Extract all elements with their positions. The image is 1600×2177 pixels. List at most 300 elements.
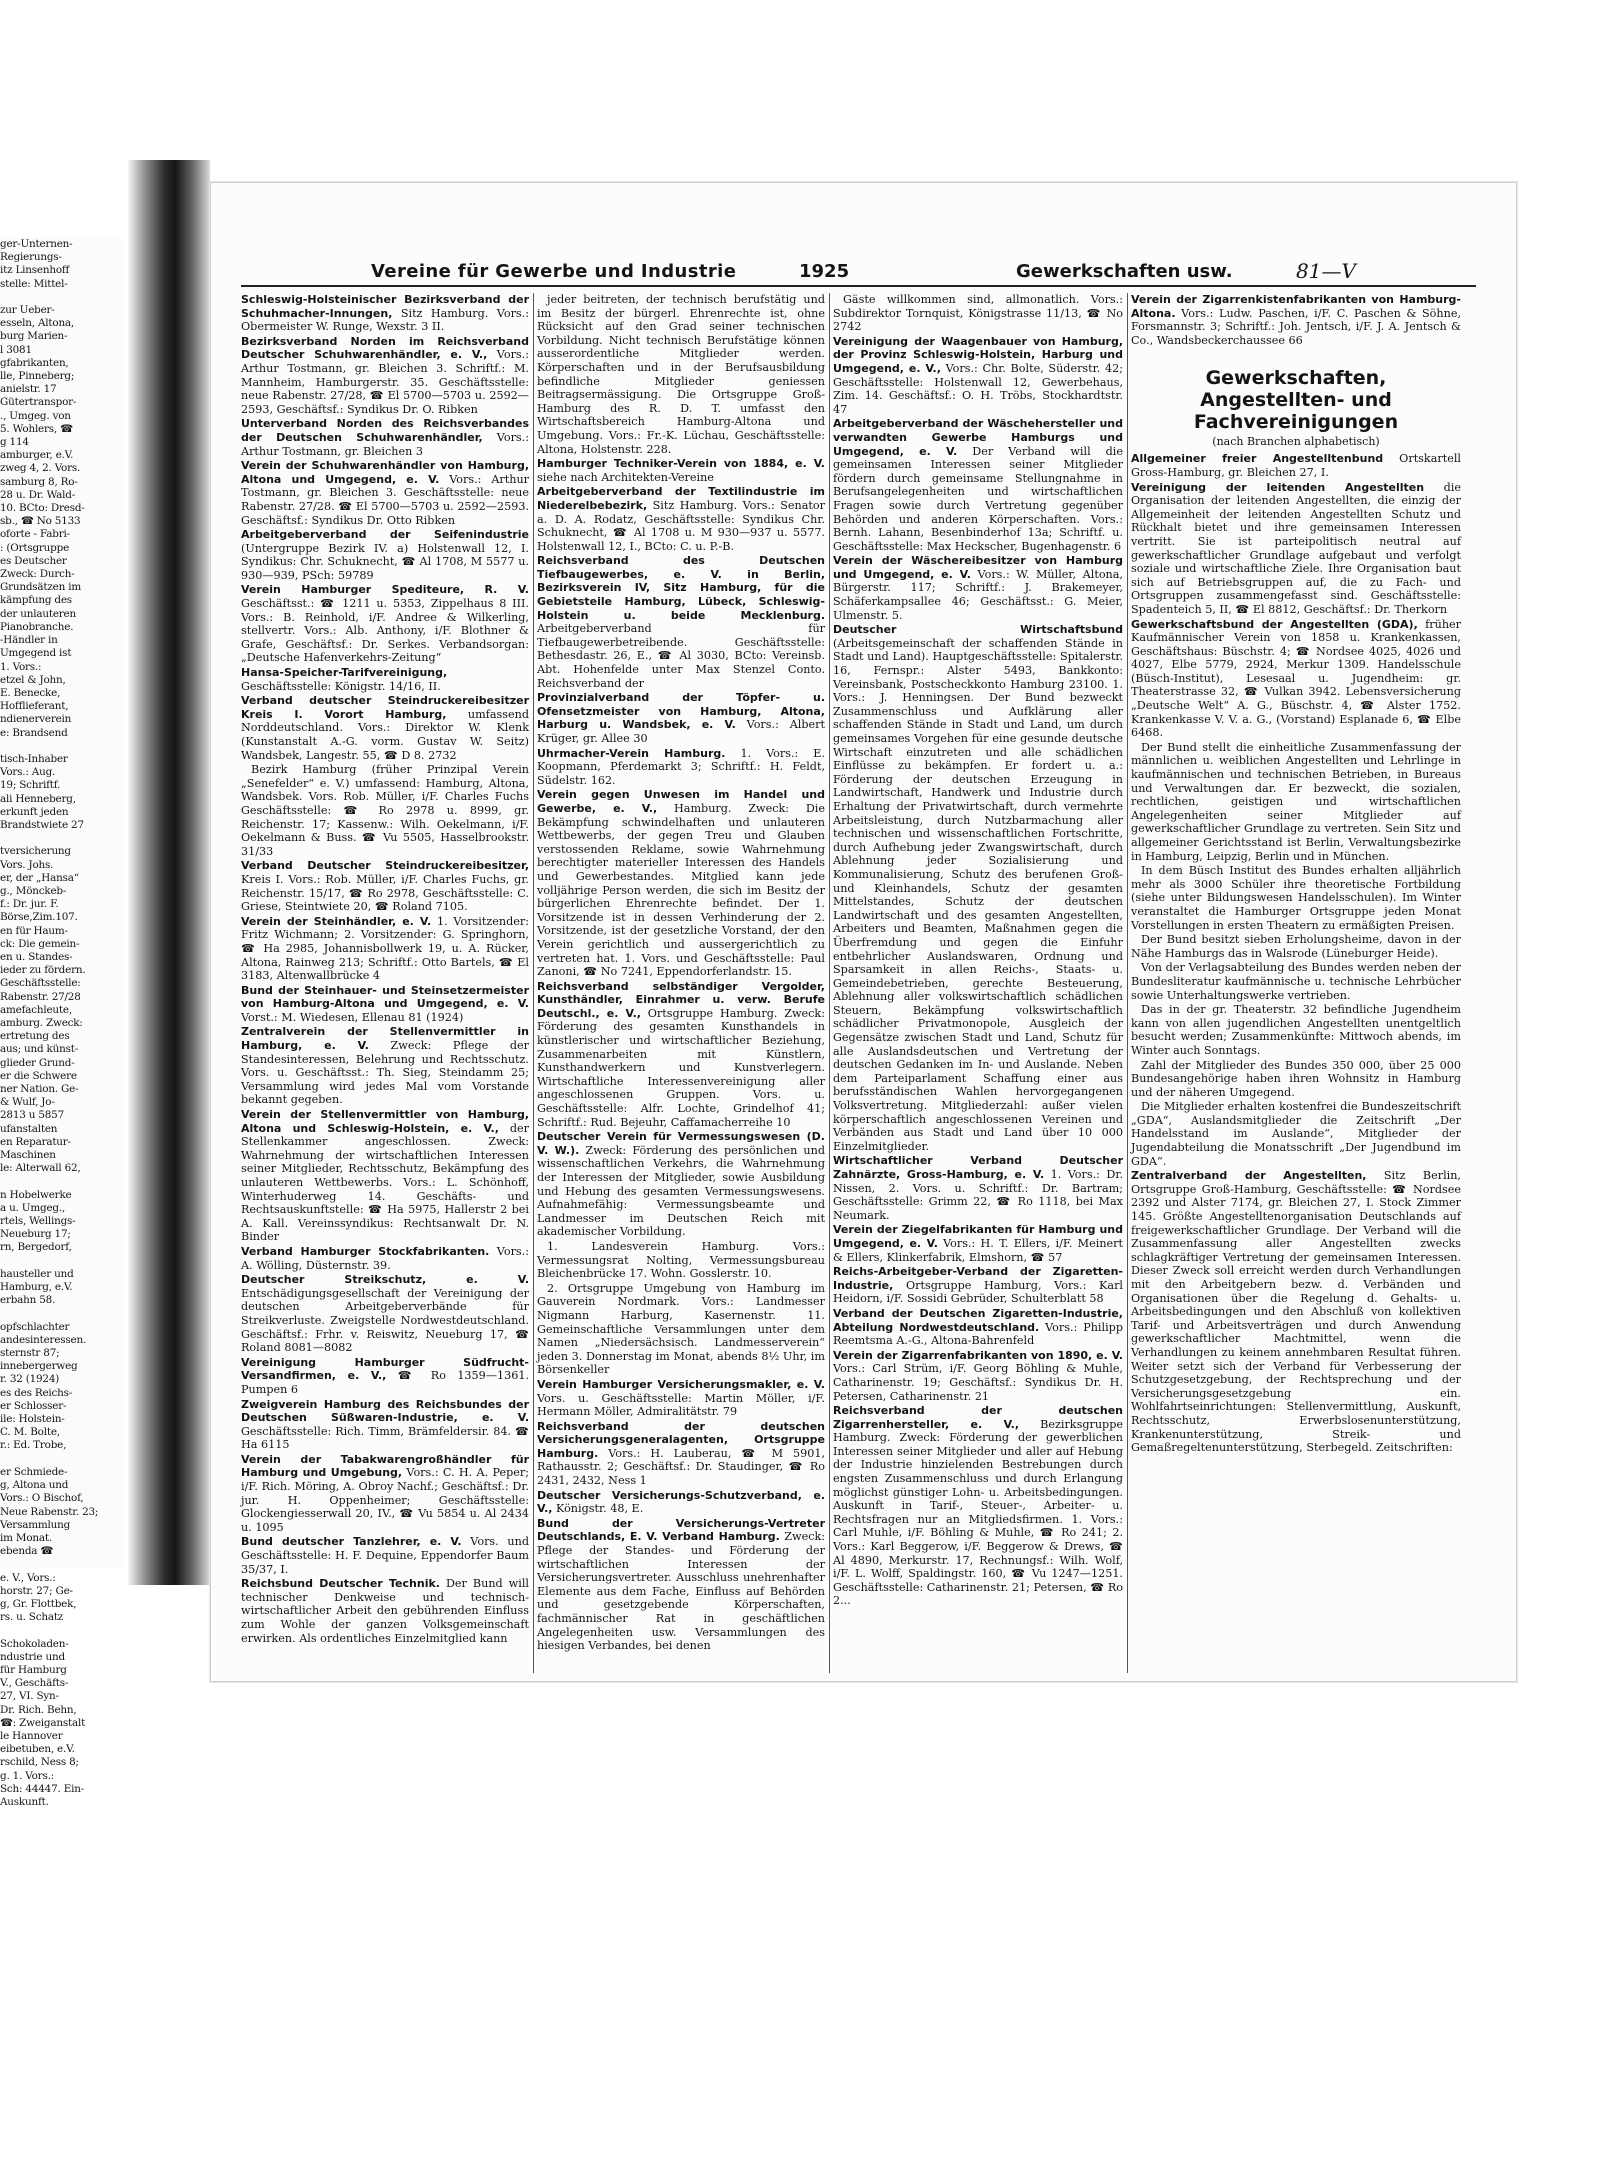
directory-entry [241, 1108, 529, 1244]
entry-text: Ortsgruppe Hamburg, Vors.: Karl Heidorn, i/F. Sossidi Gebrüder, Schulterblatt 58 [833, 1278, 1123, 1306]
fragment-line: erkunft jeden [0, 805, 69, 818]
entry-text: ☎ Ro 1359—1361. Pumpen 6 [241, 1369, 530, 1396]
fragment-line: g, Altona und [0, 1479, 69, 1492]
fragment-line: & Wulf, Jo- [0, 1096, 55, 1109]
directory-entry [833, 1349, 1123, 1403]
fragment-line: zur Ueber- [0, 304, 55, 317]
entry-name: Gewerkschaftsbund der Angestellten (GDA), [1131, 617, 1418, 631]
fragment-line: le Hannover [0, 1729, 63, 1742]
entry-name: Arbeitgeberverband der Wäschehersteller und verwandten Gewerbe Hamburgs und Umgegend, e. V. [833, 417, 1123, 458]
fragment-line: Vors.: Aug. [0, 766, 56, 779]
directory-entry [537, 691, 825, 745]
entry-text: (Arbeitsgemeinschaft der schaffenden Stände in Stadt und Land). Hauptgeschäftsstelle: Spitalerstr. 16, Fernspr.: Alster 5493, Bankkonto: Vereinsbank, Postscheckkonto Hamburg 23100. 1. Vors.: J. Henningsen. Der Bund bezweckt Zusammenschluss und Aufklärung aller schaffenden Stände in Stadt und Land, um durch gemeinsames Vorgehen für eine gesunde deutsche Wirtschaft einzutreten und alle schädlichen Einflüsse zu bekämpfen. Er fordert u. a.: Förderung der deutschen Erzeugung in Landwirtschaft, Handwerk und Industrie durch Erhaltung der Privatwirtschaft, durch vermehrte Arbeitsleistung, durch Nutzbarmachung aller technischen und wissenschaftlichen Fortschritte, durch Aufhebung jeder Zwangswirtschaft, durch Ablehnung jeder Sozialisierung und Kommunalisierung, Schutz des berufenen Groß- und Kleinhandels, Schutz der gesamten Mittelstandes, Schutz der deutschen Landwirtschaft und des gesamten Angestellten, Arbeiters und Beamten, Maßnahmen gegen die Überfremdung und gegen die Einfuhr entbehrlicher Auslandswaren, Ordnung und Sparsamkeit in allen Reichs-, Staats- u. Gemeindebetrieben, gerechte Besteuerung, Ablehnung aller volkswirtschaftlich schädlichen Steuern, Bekämpfung volkswirtschaftlich schädlicher Privatmonopole, Ausgleich der Gegensätze zwischen Stadt und Land, Schutz für alle Auslandsdeutschen und Vertretung der deutschen Gedanken im In- und Auslande. Neben dem Parteiparlament Schaffung einer aus berufsständischen Wahlen hervorgegangenen Volksvertretung. Mitgliederzahl: außer vielen körperschaftlich angeschlossenen Vereinen und Verbänden aus Stadt und Land über 10 000 Einzelmitglieder. [833, 636, 1123, 1153]
entry-name: Reichsverband selbständiger Vergolder, Kunsthändler, Einrahmer u. verw. Berufe Deutschl., e. V., [537, 979, 825, 1020]
fragment-line: er Schmiede- [0, 1465, 68, 1478]
column-divider [533, 293, 534, 1673]
directory-entry [833, 554, 1123, 622]
entry-name: Deutscher Versicherungs-Schutzverband, e. V., [537, 1488, 825, 1516]
directory-entry [537, 980, 825, 1130]
directory-entry [833, 417, 1123, 553]
entry-name: Zweigverein Hamburg des Reichsbundes der Deutschen Süßwaren-Industrie, e. V. [241, 1397, 529, 1425]
fragment-line: 5. Wohlers, ☎ [0, 422, 73, 435]
entry-name: Verein der Stellenvermittler von Hamburg, Altona und Schleswig-Holstein, e. V., [241, 1108, 529, 1135]
fragment-line: im Monat. [0, 1531, 52, 1544]
fragment-line: Sch: 44447. Ein- [0, 1782, 85, 1795]
fragment-line: ner Nation. Ge- [0, 1083, 79, 1095]
fragment-line: 27, VI. Syn- [0, 1690, 59, 1703]
entry-name: Vereinigung der leitenden Angestellten [1131, 480, 1425, 494]
entry-text: Sitz Hamburg. Vors.: Obermeister W. Runge, Wexstr. 3 II. [241, 306, 529, 334]
fragment-line: : (Ortsgruppe [0, 541, 70, 554]
fragment-line: g., Mönckeb- [0, 884, 67, 897]
entry-text: (Untergruppe Bezirk IV. a) Holstenwall 12, I. Syndikus: Chr. Schuknecht, ☎ Al 1708, M 5577 u. 930—939, PSch: 59789 [241, 541, 529, 582]
fragment-line: esseln, Altona, [0, 317, 75, 330]
directory-entry [1131, 1100, 1461, 1168]
fragment-line: r.: Ed. Trobe, [0, 1439, 67, 1452]
entry-name: Deutscher Streikschutz, e. V. [241, 1273, 529, 1287]
entry-text: Vorst.: M. Wiedesen, Ellenau 81 (1924) [241, 1010, 464, 1024]
directory-entry [537, 747, 825, 788]
entry-text: 1. Vorsitzender: Fritz Wichmann; 2. Vorsitzender: G. Springhorn, ☎ Ha 2985, Johannisbollwerk 19, u. A. Rücker, Altona, Rainweg 213; Schriftf.: Otto Bartels, ☎ El 3183, Altenwallbrücke 4 [241, 914, 529, 983]
entry-text: Vors.: Arthur Tostmann, gr. Bleichen 3. Geschäftsstelle: neue Rabenstr. 27/28. ☎ El 5700—5703 u. 2592—2593. Geschäftsf.: Syndikus Dr. Otto Ribken [241, 472, 529, 527]
directory-entry [1131, 961, 1461, 1002]
directory-entry [1131, 1169, 1461, 1454]
fragment-line: -Händler in [0, 634, 58, 647]
running-head-left: Vereine für Gewerbe und Industrie [371, 261, 737, 282]
fragment-line: en Reparatur- [0, 1135, 71, 1148]
directory-entry [537, 293, 825, 456]
directory-entry [537, 1517, 825, 1653]
entry-name: Reichsverband des Deutschen Tiefbaugewerbes, e. V. in Berlin, Bezirksverein IV, Sitz Hamburg, für die Gebietsteile Hamburg, Lübeck, Schleswig-Holstein u. beide Mecklenburg. [537, 554, 825, 622]
column-4 [1131, 293, 1461, 1663]
directory-entry [537, 1378, 825, 1419]
directory-entry [241, 1577, 529, 1645]
left-page-fragment [0, 238, 124, 1808]
directory-entry [537, 788, 825, 978]
fragment-line [0, 1624, 124, 1637]
fragment-line: 1. Vors.: [0, 660, 42, 673]
directory-entry [537, 1489, 825, 1516]
section-heading: Gewerkschaften, Angestellten- und Fachvereinigungen [1193, 367, 1399, 434]
directory-entry [241, 1273, 529, 1355]
entry-name: Verein der Wäschereibesitzer von Hamburg und Umgegend, e. V. [833, 554, 1123, 581]
directory-entry [537, 1282, 825, 1377]
header-rule [241, 285, 1476, 287]
fragment-line: l 3081 [0, 343, 32, 356]
column-3 [833, 293, 1123, 1663]
fragment-line: Dr. Rich. Behn, [0, 1703, 77, 1716]
fragment-line: samburg 8, Ro- [0, 475, 78, 488]
fragment-line: es des Reichs- [0, 1386, 73, 1399]
directory-entry [1131, 1003, 1461, 1057]
fragment-line [0, 1307, 124, 1320]
fragment-line: 28 u. Dr. Wald- [0, 488, 76, 501]
directory-entry [241, 583, 529, 665]
entry-text: Entschädigungsgesellschaft der Vereinigung der deutschen Arbeitgeberverbände für Streikverluste. Zweigstelle Nordwestdeutschland. Geschäftsf.: Frhr. v. Reiswitz, Neueburg 17, ☎ Roland 8081—8082 [241, 1286, 529, 1355]
entry-name: Bund der Steinhauer- und Steinsetzermeister von Hamburg-Altona und Umgegend, e. V. [241, 983, 529, 1011]
directory-entry [241, 1398, 529, 1452]
fragment-line: Vors. Johs. [0, 858, 54, 871]
directory-entry [241, 984, 529, 1025]
entry-text: Von der Verlagsabteilung des Bundes werden neben der Bundesliteratur kaufmännische u. technische Lehrbücher sowie Unterhaltungswerke vertrieben. [1131, 961, 1461, 1002]
fragment-line: 10. BCto: Dresd- [0, 502, 85, 515]
entry-name: Provinzialverband der Töpfer- u. Ofensetzmeister von Hamburg, Altona, Harburg u. Wandsbek, e. V. [537, 691, 825, 732]
fragment-line: kämpfung des [0, 594, 72, 607]
entry-text: Gäste willkommen sind, allmonatlich. Vors.: Subdirektor Tornquist, Königstrasse 11/13, ☎ No 2742 [833, 293, 1123, 334]
entry-text: Zweck: Förderung des persönlichen und wissenschaftlichen Verkehrs, die Wahrnehmung der Interessen der Mitglieder, sowie Ausbildung und Hebung des gesamten Vermessungswesens. Aufnahmefähig: Vermessungsbeamte und Landmesser im Deutschen Reich mit akademischer Vorbildung. [537, 1143, 825, 1239]
fragment-line: r. 32 (1924) [0, 1373, 60, 1386]
fragment-line: E. Benecke, [0, 686, 61, 699]
fragment-line [0, 1558, 124, 1571]
directory-entry [833, 1154, 1123, 1222]
entry-text: Vors.: C. H. A. Peper; i/F. Rich. Möring, A. Obroy Nachf.; Geschäftsf.: Dr. jur. H. Oppenheimer; Geschäftsstelle: Glockengiesserwall 20, IV., ☎ Vu 5854 u. Al 2434 u. 1095 [241, 1466, 529, 1534]
entry-name: Schleswig-Holsteinischer Bezirksverband der Schuhmacher-Innungen, [241, 293, 529, 320]
directory-entry [241, 1356, 529, 1397]
directory-entry [833, 623, 1123, 1153]
fragment-line: rtels, Wellings- [0, 1215, 76, 1228]
directory-entry [241, 335, 529, 417]
entry-text: Vors. und Geschäftsstelle: H. F. Dequine, Eppendorfer Baum 35/37, I. [241, 1535, 529, 1576]
fragment-line: itz Linsenhoff [0, 264, 70, 277]
fragment-line: Auskunft. [0, 1795, 49, 1808]
fragment-line [0, 1175, 124, 1188]
fragment-line: V., Geschäfts- [0, 1677, 69, 1690]
directory-entry [1131, 618, 1461, 740]
fragment-line: Versammlung [0, 1518, 71, 1531]
fragment-line: er die Schwere [0, 1069, 77, 1082]
directory-entry [1131, 1059, 1461, 1100]
entry-name: Verein der Zigarrenkistenfabrikanten von Hamburg-Altona. [1131, 293, 1461, 320]
directory-entry [833, 1404, 1123, 1608]
directory-entry [1131, 741, 1461, 863]
fragment-line: zweg 4, 2. Vors. [0, 462, 81, 475]
entry-name: Hamburger Techniker-Verein von 1884, e. V. [537, 457, 825, 471]
entry-text: Vors. u. Geschäftsstelle: Martin Möller, i/F. Hermann Möller, Admiralitätstr. 79 [537, 1391, 825, 1419]
fragment-line: g. 1. Vors.: [0, 1769, 54, 1782]
fragment-line: er, der „Hansa“ [0, 871, 79, 884]
fragment-line: ertretung des [0, 1030, 70, 1043]
directory-entry [241, 666, 529, 693]
directory-entry [537, 554, 825, 690]
fragment-line: opfschlachter [0, 1320, 70, 1333]
entry-name: Unterverband Norden des Reichsverbandes der Deutschen Schuhwarenhändler, [241, 417, 529, 444]
fragment-line: 2813 u 5857 [0, 1109, 64, 1122]
entry-name: Bezirksverband Norden im Reichsverband Deutscher Schuhwarenhändler, e. V., [241, 334, 529, 362]
directory-entry [241, 417, 529, 458]
page-number: 81—V [1296, 259, 1356, 283]
entry-name: Verein der Steinhändler, e. V. [241, 914, 432, 928]
fragment-line: Geschäftsstelle: [0, 977, 81, 990]
entry-name: Verband deutscher Steindruckereibesitzer Kreis I. Vorort Hamburg, [241, 694, 529, 721]
fragment-line: C. M. Bolte, [0, 1426, 60, 1439]
directory-entry [537, 1130, 825, 1239]
fragment-line: erbahn 58. [0, 1294, 56, 1307]
entry-text: 2. Ortsgruppe Umgebung von Hamburg im Gauverein Nordmark. Vors.: Landmesser Nigmann Harburg, Kasernenstr. 11. Gemeinschaftliche Versammlungen unter dem Namen „Niedersächsisch. Landmesserverein“ jeden 3. Donnerstag im Monat, abends 8½ Uhr, im Börsenkeller [537, 1281, 825, 1377]
entry-text: 1. Landesverein Hamburg. Vors.: Vermessungsrat Nolting, Vermessungsbureau Bleichenbrücke 17. Wohn. Gosslerstr. 10. [537, 1239, 825, 1281]
directory-entry [833, 1223, 1123, 1264]
fragment-line: Umgegend ist [0, 647, 72, 660]
fragment-line: Gütertranspor- [0, 396, 77, 409]
entry-text: Vors.: Ludw. Paschen, i/F. C. Paschen & Söhne, Forsmannstr. 3; Schriftf.: Joh. Jentsch, i/F. J. A. Jentsch & Co., Wandsbeckerchaussee 66 [1131, 306, 1461, 347]
fragment-line: Vors.: O Bischof, [0, 1492, 84, 1505]
fragment-line: Neueburg 17; [0, 1228, 71, 1241]
directory-entry [537, 1240, 825, 1281]
entry-name: Deutscher Wirtschaftsbund [833, 623, 1123, 637]
directory-entry [1131, 452, 1461, 479]
entry-text: Der Verband will die gemeinsamen Interessen seiner Mitglieder fördern durch gemeinsame Stellungnahme in Berufsangelegenheiten und wirtschaftlichen Fragen sowie durch Vertretung gegenüber Behörden und anderen Körperschaften. Vors.: Bernh. Lahann, Besenbinderhof 13a; Schriftf. u. Geschäftsstelle: Max Heckscher, Bugenhagenstr. 6 [833, 444, 1123, 553]
directory-entry [241, 1025, 529, 1107]
fragment-line: aus; und künst- [0, 1043, 79, 1056]
directory-entry [241, 528, 529, 582]
fragment-line: sb., ☎ No 5133 [0, 515, 81, 528]
fragment-line: ebenda ☎ [0, 1545, 54, 1558]
fragment-line: Hofflieferant, [0, 700, 69, 713]
entry-text: Hamburg. Zweck: Die Bekämpfung schwindelhaften und unlauteren Wettbewerbs, der gegen Treu und Glauben verstossenden Reklame, sowie Wahrnehmung berechtigter materieller Interessen des Handels und Gewerbestandes. Mitglied kann jede volljährige Person werden, die sich im Besitz der bürgerlichen Ehrenrechte befindet. Der 1. Vorsitzende ist in dessen Verhinderung der 2. Vorsitzende, ist der gesetzliche Vorstand, der den Verein gerichtlich und aussergerichtlich zu vertreten hat. 1. Vors. und Geschäftsstelle: Paul Zanoni, ☎ No 7241, Eppendorferlandstr. 15. [537, 801, 825, 979]
entry-text: Vors.: W. Müller, Altona, Bürgerstr. 117; Schriftf.: J. Brakemeyer, Schäferkampsallee 46; Geschäftsst.: G. Meier, Ulmenstr. 5. [833, 567, 1123, 622]
directory-entry [833, 335, 1123, 417]
entry-text: 1. Vors.: E. Koopmann, Pferdemarkt 3; Schriftf.: H. Feldt, Südelstr. 162. [537, 746, 825, 787]
fragment-line: glieder Grund- [0, 1056, 75, 1069]
fragment-line: 19; Schriftf. [0, 779, 61, 792]
entry-text: 1. Vors.: Dr. Nissen, 2. Vors. u. Schriftf.: Dr. Bartram; Geschäftsstelle: Grimm 22, ☎ Ro 1118, bei Max Neumark. [833, 1168, 1123, 1222]
entry-text: Sitz Hamburg. Vors.: Senator a. D. A. Rodatz, Geschäftsstelle: Syndikus Chr. Schuknecht, ☎ Al 1708 u. M 930—937 u. 5577. Holstenwall 12, I., BCto: C. u. P.-B. [537, 498, 825, 553]
fragment-line: ger-Unternen- [0, 238, 73, 250]
entry-text: In dem Büsch Institut des Bundes erhalten alljährlich mehr als 3000 Schüler ihre theoretische Fortbildung (siehe unter Bildungswesen Handelsschulen). Im Winter veranstaltet die Hamburger Ortsgruppe jeden Monat Vorstellungen in ersten Theatern zu ermäßigten Preisen. [1131, 864, 1461, 932]
entry-name: Hansa-Speicher-Tarifvereinigung, [241, 666, 448, 680]
entry-text: Zweck: Pflege der Standesinteressen, Belehrung und Rechtsschutz. Vors. u. Geschäftsst.: Th. Sieg, Steindamm 25; Versammlung wird jedes Mal vom Vorstande bekannt gegeben. [241, 1039, 529, 1107]
entry-text: Das in der gr. Theaterstr. 32 befindliche Jugendheim kann von allen jugendlichen Angestellten unentgeltlich besucht werden; Zusammenkünfte: Mittwoch abends, im Winter auch Sonntags. [1131, 1003, 1461, 1057]
fragment-line: sternstr 87; [0, 1347, 60, 1360]
fragment-line: horstr. 27; Ge- [0, 1584, 73, 1597]
fragment-line: Grundsätzen im [0, 581, 81, 594]
fragment-line: stelle: Mittel- [0, 277, 68, 290]
entry-name: Reichsbund Deutscher Technik. [241, 1577, 440, 1591]
directory-entry [537, 1420, 825, 1488]
fragment-line: rn, Bergedorf, [0, 1241, 72, 1254]
entry-name: Arbeitgeberverband der Seifenindustrie [241, 528, 529, 542]
fragment-line: gfabrikanten, [0, 356, 69, 369]
directory-entry [537, 485, 825, 553]
entry-name: Zentralverband der Angestellten, [1131, 1169, 1367, 1183]
directory-entry [1131, 864, 1461, 932]
fragment-line: ali Henneberg, [0, 792, 76, 805]
fragment-line: ieder zu fördern. [0, 964, 86, 977]
fragment-line: innebergerweg [0, 1360, 78, 1373]
entry-text: die Organisation der leitenden Angestellten, die einzig der Allgemeinheit der leitenden Angestellten Schutz und Rückhalt bietet und ihre gemeinsamen Interessen vertritt. Sie ist parteipolitisch neutral auf gewerkschaftlicher Grundlage aufgebaut und verfolgt soziale und wirtschaftliche Ziele. Ihre Organisation baut sich auf Betriebsgruppen auf, die zu Fach- und Ortsgruppen zusammengefasst sind. Geschäftsstelle: Spadenteich 5, II, ☎ El 8812, Geschäftsf.: Dr. Therkorn [1131, 480, 1462, 616]
entry-name: Reichsverband der deutschen Zigarrenhersteller, e. V., [833, 1404, 1123, 1431]
entry-text: Kreis I. Vors.: Rob. Müller, i/F. Charles Fuchs, gr. Reichenstr. 15/17, ☎ Ro 2978, Geschäftsstelle: C. Griese, Steintwiete 20, ☎ Roland 7105. [241, 872, 529, 914]
fragment-line: f.: Dr. jur. F. [0, 898, 59, 911]
entry-text: siehe nach Architekten-Vereine [537, 470, 714, 484]
column-divider [829, 293, 830, 1673]
column-2 [537, 293, 825, 1663]
fragment-line: Hamburg, e.V. [0, 1281, 73, 1294]
entry-text: Königstr. 48, E. [552, 1502, 644, 1516]
entry-text: Bezirksgruppe Hamburg. Zweck: Förderung der gewerblichen Interessen seiner Mitglieder und aller auf Hebung der Industrie hinzielenden Bestrebungen durch engsten Zusammenschluss und durch Erlangung möglichst günstiger Lohn- u. Arbeitsbedingungen. Auskunft in Tarif-, Steuer-, Arbeiter- u. Rechtsfragen nur an Mitgliedsfirmen. 1. Vors.: Carl Muhle, i/F. Böhling & Muhle, ☎ Ro 241; 2. Vors.: Karl Beggerow, i/F. Beggerow & Drews, ☎ Al 4890, Merkurstr. 17, Rechnungsf.: Wilh. Wolf, i/F. L. Wolff, Spaldingstr. 160, ☎ Vu 1247—1251. Geschäftsstelle: Catharinenstr. 21; Petersen, ☎ Ro 2... [833, 1417, 1123, 1608]
directory-entry [241, 293, 529, 334]
entry-name: Vereinigung Hamburger Südfrucht-Versandfirmen, e. V., [241, 1355, 529, 1383]
entry-text: Zahl der Mitglieder des Bundes 350 000, über 25 000 Bundesangehörige haben ihren Wohnsitz in Hamburg und der näheren Umgegend. [1131, 1058, 1461, 1099]
directory-entry [241, 1453, 529, 1535]
book-spine [128, 160, 210, 1585]
fragment-line: amburg. Zweck: [0, 1016, 83, 1029]
directory-entry [241, 1245, 529, 1272]
entry-text: Ortskartell Gross-Hamburg, gr. Bleichen 27, I. [1131, 452, 1461, 479]
running-head-right: Gewerkschaften usw. [1016, 261, 1233, 282]
entry-text: Geschäftsstelle: Königstr. 14/16, II. [241, 679, 441, 693]
fragment-line: ndustrie und [0, 1650, 65, 1663]
fragment-line: es Deutscher [0, 554, 67, 567]
entry-name: Allgemeiner freier Angestelltenbund [1131, 452, 1384, 466]
entry-name: Wirtschaftlicher Verband Deutscher Zahnärzte, Gross-Hamburg, e. V. [833, 1154, 1123, 1181]
fragment-line: g 114 [0, 436, 29, 449]
fragment-line: en u. Standes- [0, 950, 73, 963]
entry-text: Vors.: Carl Strüm, i/F. Georg Böhling & Muhle, Catharinenstr. 19; Geschäftsf.: Syndikus Dr. H. Petersen, Catharinenstr. 21 [833, 1362, 1123, 1403]
fragment-line: oforte - Fabri- [0, 528, 70, 541]
fragment-line: rschild, Ness 8; [0, 1756, 79, 1769]
directory-entry [241, 459, 529, 527]
fragment-line: etzel & John, [0, 673, 66, 686]
fragment-line [0, 832, 124, 845]
directory-entry [833, 293, 1123, 334]
fragment-line: andesinteressen. [0, 1333, 87, 1346]
directory-entry [537, 457, 825, 484]
fragment-line: tversicherung [0, 845, 71, 858]
entry-text: jeder beitreten, der technisch berufstätig und im Besitz der bürgerl. Ehrenrechte ist, ohne Rücksicht auf den Grad seiner technischen Vorbildung. Nicht technisch Berufstätige können ausserordentliche Mitglieder werden. Körperschaften und in der Berufsausbildung befindliche Mitglieder geniessen Beitragsermässigung. Die Ortsgruppe Groß-Hamburg des R. D. T. umfasst den Wirtschaftsbereich Hamburg-Altona und Umgebung. Vors.: Fr.-K. Lüchau, Geschäftsstelle: Altona, Holstenstr. 228. [537, 293, 825, 456]
fragment-line: er Schlosser- [0, 1399, 67, 1412]
fragment-line: burg Marien- [0, 330, 68, 343]
entry-text: Zweck: Pflege der Standes- und Förderung der wirtschaftlichen Interessen der Versicherungsvertreter. Ausschluss unehrenhafter Elemente aus dem Fache, Einfluss auf Behörden und gesetzgebende Körperschaften, fachmännischer Rat in geschäftlichen Angelegenheiten usw. Versammlungen des hiesigen Verbandes, bei denen [537, 1530, 826, 1653]
section-subheading: (nach Branchen alphabetisch) [1212, 435, 1380, 449]
fragment-line: a u. Umgeg., [0, 1201, 66, 1214]
entry-text: Der Bund will technischer Denkweise und technisch-wirtschaftlicher Arbeit den gebührenden Einfluss zum Wohle der ganzen Volksgemeinschaft erwirken. Als ordentliches Einzelmitglied kann [241, 1577, 529, 1645]
directory-entry [833, 1307, 1123, 1348]
entry-text: Vors.: Arthur Tostmann, gr. Bleichen 3. Schriftf.: M. Mannheim, Hamburgerstr. 35. Geschäftsstelle: neue Rabenstr. 27/28, ☎ El 5700—5703 u. 2592—2593, Geschäftsf.: Syndikus Dr. O. Ribken [241, 348, 529, 416]
fragment-line: ., Umgeg. von [0, 409, 71, 422]
fragment-line [0, 740, 124, 753]
fragment-line: Zweck: Durch- [0, 568, 75, 581]
running-head-year: 1925 [799, 261, 850, 282]
entry-name: Verein der Zigarrenfabrikanten von 1890, e. V. [833, 1348, 1123, 1362]
entry-name: Verband der Deutschen Zigaretten-Industrie, Abteilung Nordwestdeutschland. [833, 1306, 1123, 1334]
directory-entry [833, 1265, 1123, 1306]
entry-name: Verein gegen Unwesen im Handel und Gewerbe, e. V., [537, 788, 825, 815]
directory-entry [1131, 293, 1461, 347]
entry-text: Ortsgruppe Hamburg. Zweck: Förderung des gesamten Kunsthandels in künstlerischer und wirtschaftlicher Beziehung, Zusammenarbeiten mit Künstlern, Kunsthandwerkern und Kunstverlegern. Wirtschaftliche Interessenvereinigung aller angeschlossenen Gruppen. Vors. u. Geschäftsstelle: Alfr. Lochte, Grindelhof 41; Schriftf.: Rud. Bejeuhr, Caffamacherreihe 10 [537, 1006, 825, 1129]
entry-text: Der Bund stellt die einheitliche Zusammenfassung der männlichen u. weiblichen Angestellten und Lehrlinge in kaufmännischen und technischen Betrieben, in Bureaus und Verwaltungen dar. Er bezweckt, die sozialen, rechtlichen, geistigen und wirtschaftlichen Angelegenheiten seiner Mitglieder auf gewerkschaftlicher Grundlage zu vertreten. Sein Sitz und allgemeiner Gerichtsstand ist Berlin, Verwaltungsbezirke in Hamburg, Leipzig, Berlin und in München. [1131, 740, 1461, 863]
entry-name: Verband Deutscher Steindruckereibesitzer, [241, 859, 529, 873]
entry-name: Verein der Schuhwarenhändler von Hamburg, Altona und Umgegend, e. V. [241, 459, 529, 486]
entry-text: umfassend Norddeutschland. Vors.: Direktor W. Klenk (Kunstanstalt A.-G. vorm. Gustav W. Seitz) Wandsbek, Langestr. 55, ☎ D 8. 2732 [241, 707, 529, 762]
entry-text: Vors.: Albert Krüger, gr. Allee 30 [537, 718, 825, 745]
directory-entry [241, 859, 529, 913]
fragment-line: der unlauteren [0, 607, 76, 620]
fragment-line: für Hamburg [0, 1663, 67, 1676]
entry-name: Verein der Tabakwarengroßhändler für Hamburg und Umgebung, [241, 1452, 529, 1480]
column-1 [241, 293, 529, 1663]
directory-entry [241, 694, 529, 762]
entry-text: Vors.: H. Lauberau, ☎ M 5901, Rathausstr. 2; Geschäftsf.: Dr. Staudinger, ☎ Ro 2431, 2432, Ness 1 [537, 1446, 825, 1488]
fragment-line [0, 1453, 124, 1466]
fragment-line: Schokoladen- [0, 1637, 69, 1650]
directory-entry [241, 915, 529, 983]
fragment-line: hausteller und [0, 1267, 74, 1280]
directory-entry [1131, 933, 1461, 960]
entry-name: Arbeitgeberverband der Textilindustrie im Niederelbebezirk, [537, 485, 825, 512]
fragment-line: rs. u. Schatz [0, 1611, 64, 1624]
entry-name: Bund der Versicherungs-Vertreter Deutschlands, E. V. Verband Hamburg. [537, 1516, 825, 1544]
entry-text: Der Bund besitzt sieben Erholungsheime, davon in der Nähe Hamburgs das in Walsrode (Lüneburger Heide). [1131, 933, 1461, 960]
fragment-line: tisch-Inhaber [0, 752, 68, 765]
entry-name: Uhrmacher-Verein Hamburg. [537, 746, 726, 760]
entry-name: Reichsverband der deutschen Versicherungsgeneralagenten, Ortsgruppe Hamburg. [537, 1419, 825, 1460]
entry-name: Bund deutscher Tanzlehrer, e. V. [241, 1535, 462, 1549]
fragment-line: amefachleute, [0, 1003, 72, 1016]
entry-text: früher Kaufmännischer Verein von 1858 u. Krankenkassen, Geschäftshaus: Büschstr. 4; ☎ Nordsee 4025, 4026 und 4027, Elbe 5779, 2924, Merkur 1309. Handelsschule (Büsch-Institut), Lesesaal u. Jugendheim: gr. Theaterstrasse 32, ☎ Vulkan 3942. Lebensversicherung „Deutsche Welt“ A. G., Büschstr. 4, ☎ Alster 1752. Krankenkasse V. V. a. G., (Vorstand) Esplanade 6, ☎ Elbe 6468. [1131, 617, 1461, 740]
fragment-line: Pianobranche. [0, 620, 74, 633]
fragment-line: Börse,Zim.107. [0, 911, 78, 924]
fragment-line: ufanstalten [0, 1122, 58, 1135]
entry-name: Reichs-Arbeitgeber-Verband der Zigaretten-Industrie, [833, 1265, 1123, 1292]
entry-text: Vors.: Arthur Tostmann, gr. Bleichen 3 [241, 430, 529, 458]
fragment-line: ☎: Zweiganstalt [0, 1716, 86, 1729]
fragment-line: e: Brandsend [0, 726, 68, 739]
fragment-line: e. V., Vors.: [0, 1571, 56, 1584]
fragment-line: le: Alterwall 62, [0, 1162, 81, 1175]
entry-text: Vors.: Philipp Reemtsma A.-G., Altona-Bahrenfeld [833, 1320, 1123, 1348]
entry-name: Verein Hamburger Spediteure, R. V. [241, 583, 529, 597]
entry-text: Geschäftsst.: ☎ 1211 u. 5353, Zippelhaus 8 III. Vors.: B. Reinhold, i/F. Andree & Wilkerling, stellvertr. Vors.: Alb. Anthony, i/F. Blothner & Grafe, Geschäftsf.: Dr. Serkes. Verbandsorgan: „Deutsche Hafenverkehrs-Zeitung“ [241, 597, 529, 665]
entry-name: Vereinigung der Waagenbauer von Hamburg, der Provinz Schleswig-Holstein, Harburg und Umgegend, e. V., [833, 334, 1123, 375]
fragment-line: g, Gr. Flottbek, [0, 1597, 77, 1610]
entry-text: der Stellenkammer angeschlossen. Zweck: Wahrnehmung der wirtschaftlichen Interessen seiner Mitglieder, Rechtsschutz, Bekämpfung des unlauteren Wettbewerbs. Vors.: L. Schönhoff, Winterhuderweg 14. Geschäfts- und Rechtsauskunftstelle: ☎ Ha 5975, Hallerstr 2 bei A. Kall. Vereinssyndikus: Rechtsanwalt Dr. N. Binder [241, 1121, 529, 1244]
entry-name: Verein der Ziegelfabrikanten für Hamburg und Umgegend, e. V. [833, 1223, 1123, 1250]
directory-page [210, 182, 1517, 1682]
entry-name: Zentralverein der Stellenvermittler in Hamburg, e. V. [241, 1025, 529, 1053]
fragment-line: Regierungs- [0, 251, 62, 264]
entry-name: Verein Hamburger Versicherungsmakler, e. V. [537, 1377, 825, 1391]
directory-entry [1131, 481, 1461, 617]
fragment-line: ndienerverein [0, 713, 72, 726]
fragment-line: ile: Holstein- [0, 1413, 65, 1426]
column-divider [1127, 293, 1128, 1673]
fragment-line: amburger, e.V. [0, 449, 74, 462]
fragment-line: Brandstwiete 27 [0, 818, 84, 831]
entry-text: Vors.: H. T. Ellers, i/F. Meinert & Ellers, Klinkerfabrik, Elmshorn, ☎ 57 [833, 1236, 1123, 1264]
fragment-line: eibetuben, e.V. [0, 1743, 75, 1756]
entry-name: Deutscher Verein für Vermessungswesen (D. V. W.). [537, 1130, 825, 1157]
entry-text: Vors.: Chr. Bolte, Süderstr. 42; Geschäftsstelle: Holstenwall 12, Gewerbehaus, Zim. 14. Geschäftsf.: O. H. Tröbs, Stockhardtstr. 47 [833, 361, 1124, 416]
fragment-line [0, 291, 124, 304]
fragment-line: n Hobelwerke [0, 1188, 72, 1201]
fragment-line [0, 1255, 124, 1268]
entry-name: Verband Hamburger Stockfabrikanten. [241, 1244, 490, 1258]
directory-entry [241, 763, 529, 858]
fragment-line: Maschinen [0, 1149, 56, 1162]
fragment-line: Rabenstr. 27/28 [0, 990, 81, 1003]
entry-text: Die Mitglieder erhalten kostenfrei die Bundeszeitschrift „GDA“, Auslandsmitglieder die Zeitschrift „Der Handelsstand im Auslande“, Mitglieder der Jugendabteilung die Monatsschrift „Der Jugendbund im GDA“. [1131, 1100, 1461, 1168]
fragment-line: ck: Die gemein- [0, 937, 80, 950]
fragment-line: lle, Pinneberg; [0, 370, 75, 383]
fragment-line: en für Haum- [0, 924, 68, 937]
fragment-line: anielstr. 17 [0, 383, 57, 396]
entry-text: Vors.: A. Wölling, Düsternstr. 39. [241, 1244, 529, 1272]
directory-entry [241, 1535, 529, 1576]
entry-text: Sitz Berlin, Ortsgruppe Groß-Hamburg, Geschäftsstelle: ☎ Nordsee 2392 und Alster 7174, gr. Bleichen 27, I. Stock Zimmer 145. Größte Angestelltenorganisation Deutschlands auf freigewerkschaftlicher Grundlage. Der Verband will die Zusammenfassung aller Angestellten zwecks schlagkräftiger Vertretung der gemeinsamen Interessen. Dieser Zweck soll erreicht werden durch Verhandlungen mit den Arbeitgebern bezw. d. Verbänden und Organisationen über die Regelung d. Gehalts- u. Arbeitsbedingungen und den Abschluß von kollektiven Tarif- und Arbeitsverträgen und durch Anwendung gewerkschaftlicher Machtmittel, wenn die Verhandlungen zu keinem annehmbaren Resultat führen. Weiter setzt sich der Verband für Verbesserung der Schutzgesetzgebung, der Rechtsprechung und der Versicherungsgesetzgebung ein. Wohlfahrtseinrichtungen: Stellenvermittlung, Auskunft, Rechtsschutz, Erwerbslosenunterstützung, Krankenunterstützung, Streik- und Gemaßregeltenunterstützung, Sterbegeld. Zeitschriften: [1131, 1169, 1461, 1455]
entry-text: Bezirk Hamburg (früher Prinzipal Verein „Senefelder“ e. V.) umfassend: Hamburg, Altona, Wandsbek. Vors. Rob. Müller, i/F. Charles Fuchs Geschäftsstelle: ☎ Ro 2978 u. 8999, gr. Reichenstr. 17; Kassenw.: Wilh. Oekelmann, i/F. Oekelmann & Buss. ☎ Vu 5505, Hasselbrookstr. 31/33 [241, 763, 529, 858]
fragment-line: Neue Rabenstr. 23; [0, 1505, 99, 1518]
entry-text: Arbeitgeberverband für Tiefbaugewerbetreibende. Geschäftsstelle: Bethesdastr. 26, E., ☎ Al 3030, BCto: Vereinsb. Abt. Hohenfelde unter Max Stenzel Conto. Reichsverband der [537, 622, 825, 690]
